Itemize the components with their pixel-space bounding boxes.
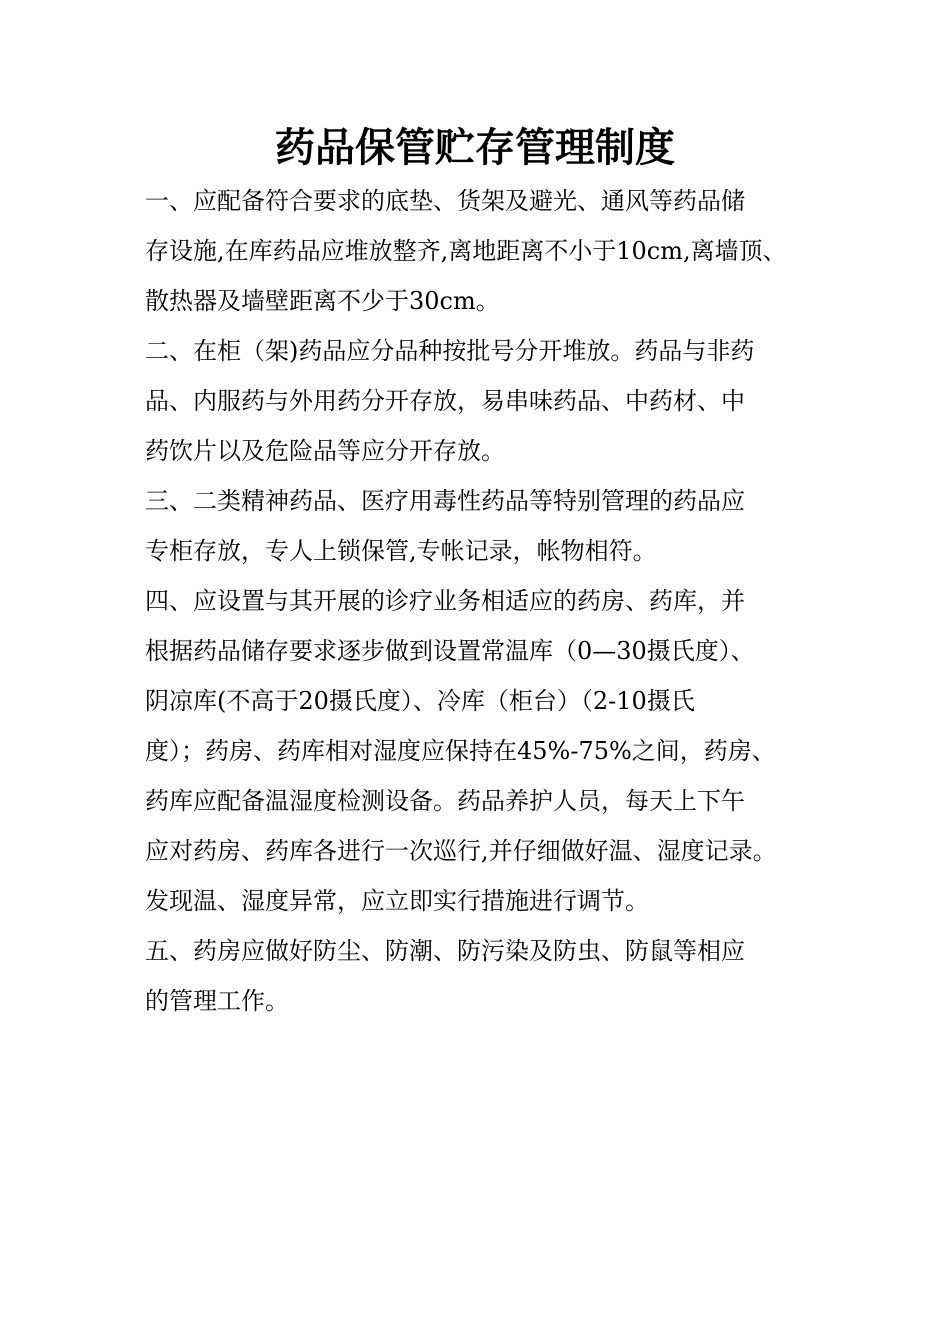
body-line-16: 五、药房应做好防尘、防潮、防污染及防虫、防鼠等相应	[145, 937, 745, 965]
body-line-2: 存设施,在库药品应堆放整齐,离地距离不小于10cm,离墙顶、	[145, 237, 787, 265]
body-line-13: 药库应配备温湿度检测设备。药品养护人员，每天上下午	[145, 787, 745, 815]
body-line-8: 专柜存放，专人上锁保管,专帐记录，帐物相符。	[145, 537, 657, 565]
body-line-5: 品、内服药与外用药分开存放，易串味药品、中药材、中	[145, 387, 745, 415]
body-line-4: 二、在柜（架)药品应分品种按批号分开堆放。药品与非药	[145, 337, 755, 365]
body-line-10: 根据药品储存要求逐步做到设置常温库（0—30摄氏度）、	[145, 637, 755, 665]
body-line-7: 三、二类精神药品、医疗用毒性药品等特别管理的药品应	[145, 487, 745, 515]
body-line-9: 四、应设置与其开展的诊疗业务相适应的药房、药库，并	[145, 587, 745, 615]
body-line-11: 阴凉库(不高于20摄氏度）、冷库（柜台）（2-10摄氏	[145, 687, 695, 715]
body-line-14: 应对药房、药库各进行一次巡行,并仔细做好温、湿度记录。	[145, 837, 777, 865]
body-line-17: 的管理工作。	[145, 987, 289, 1015]
body-line-3: 散热器及墙壁距离不少于30cm。	[145, 287, 500, 315]
body-line-6: 药饮片以及危险品等应分开存放。	[145, 437, 505, 465]
body-line-1: 一、应配备符合要求的底垫、货架及避光、通风等药品储	[145, 187, 745, 215]
body-line-15: 发现温、湿度异常，应立即实行措施进行调节。	[145, 887, 649, 915]
document-title: 药品保管贮存管理制度	[275, 124, 675, 171]
document-body	[145, 176, 845, 1026]
body-line-12: 度）；药房、药库相对湿度应保持在45%-75%之间，药房、	[145, 737, 776, 765]
